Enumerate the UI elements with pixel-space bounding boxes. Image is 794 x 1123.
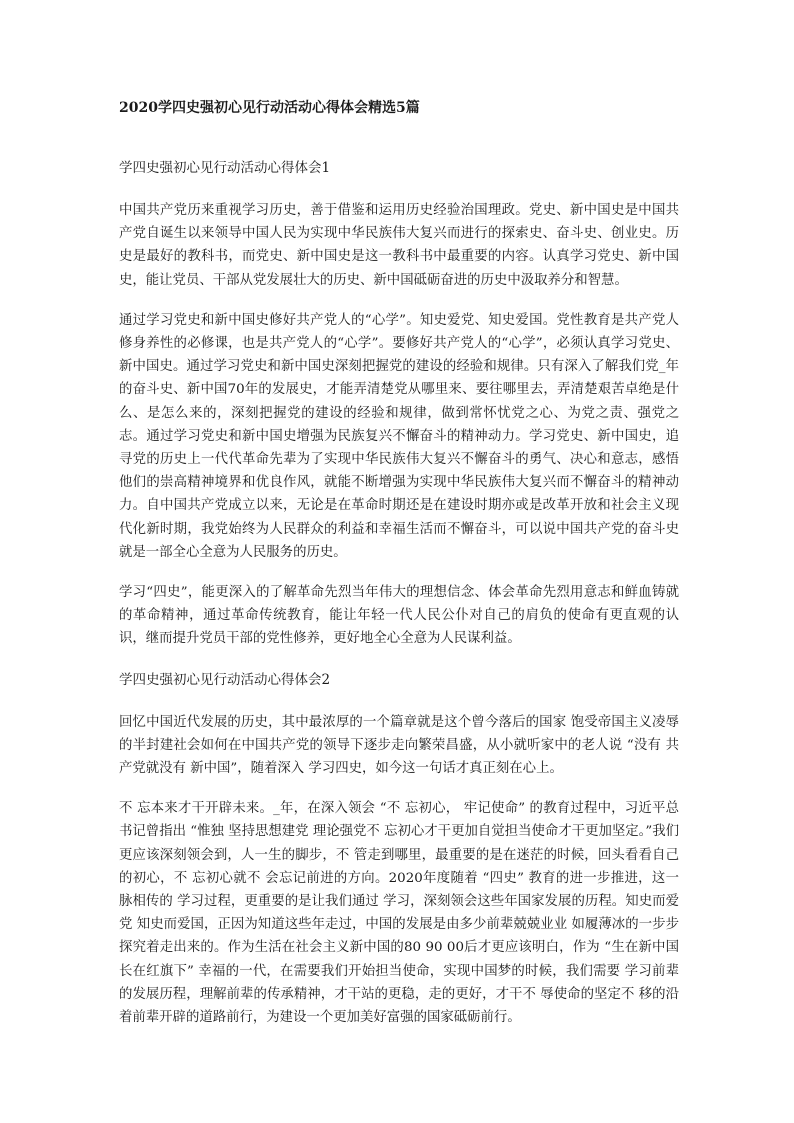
section-1-paragraph-1: 中国共产党历来重视学习历史，善于借鉴和运用历史经验治国理政。党史、新中国史是中国共产党自诞生以来领导中国人民为实现中华民族伟大复兴而进行的探索史、奋斗史、创业史。历史是最好的教科书，而党史、新中国史是这一教科书中最重要的内容。认真学习党史、新中国史，能让党员、干部从党发展壮大的历史、新中国砥砺奋进的历史中汲取养分和智慧。 bbox=[119, 203, 679, 288]
document-body bbox=[119, 95, 679, 1046]
section-heading-2: 学四史强初心见行动活动心得体会2 bbox=[119, 671, 331, 688]
section-1-paragraph-3: 学习“四史”，能更深入的了解革命先烈当年伟大的理想信念、体会革命先烈用意志和鲜血铸就的革命精神，通过革命传统教育，能让年轻一代人民公仆对自己的肩负的使命有更直观的认识，继而提升党员干部的党性修养，更好地全心全意为人民谋利益。 bbox=[119, 585, 679, 647]
section-heading-1: 学四史强初心见行动活动心得体会1 bbox=[119, 160, 331, 176]
section-2-paragraph-1: 回忆中国近代发展的历史，其中最浓厚的一个篇章就是这个曾今落后的国家 饱受帝国主义凌辱的半封建社会如何在中国共产党的领导下逐步走向繁荣昌盛，从小就听家中的老人说 “没有 共产党就没有 新中国”，随着深入 学习四史，如今这一句话才真正刻在心上。 bbox=[119, 714, 679, 777]
section-2-paragraph-2: 不 忘本来才干开辟未来。_年，在深入领会 “不 忘初心， 牢记使命” 的教育过程中，习近平总书记曾指出 “惟独 坚持思想建党 理论强党不 忘初心才干更加自觉担当使命才干更加坚定。”我们更应该深刻领会到，人一生的脚步，不 管走到哪里，最重要的是在迷茫的时候，回头看看自己的初心，不 忘初心就不 会忘记前进的方向。2020年度随着 “四史” 教育的进一步推进，这一脉相传的 学习过程，更重要的是让我们通过 学习，深刻领会这些年国家发展的历程。知史而爱党 知史而爱国，正因为知道这些年走过，中国的发展是由多少前辈兢兢业业 如履薄冰的一步步探究着走出来的。作为生活在社会主义新中国的80 90 00后才更应该明白，作为 “生在新中国 长在红旗下” 幸福的一代，在需要我们开始担当使命，实现中国梦的时候，我们需要 学习前辈的发展历程，理解前辈的传承精神，才干站的更稳，走的更好，才干不 辱使命的坚定不 移的沿着前辈开辟的道路前行，为建设一个更加美好富强的国家砥砺前行。 bbox=[119, 801, 679, 1026]
document-title: 2020学四史强初心见行动活动心得体会精选5篇 bbox=[119, 100, 420, 116]
section-1-paragraph-2: 通过学习党史和新中国史修好共产党人的“心学”。知史爱党、知史爱国。党性教育是共产党人修身养性的必修课，也是共产党人的“心学”。要修好共产党人的“心学”，必须认真学习党史、新中国史。通过学习党史和新中国史深刻把握党的建设的经验和规律。只有深入了解我们党_年的奋斗史、新中国70年的发展史，才能弄清楚党从哪里来、要往哪里去，弄清楚艰苦卓绝是什么、是怎么来的，深刻把握党的建设的经验和规律，做到常怀忧党之心、为党之责、强党之志。通过学习党史和新中国史增强为民族复兴不懈奋斗的精神动力。学习党史、新中国史，追寻党的历史上一代代革命先辈为了实现中华民族伟大复兴不懈奋斗的勇气、决心和意志，感悟他们的崇高精神境界和优良作风，就能不断增强为实现中华民族伟大复兴而不懈奋斗的精神动力。自中国共产党成立以来，无论是在革命时期还是在建设时期亦或是改革开放和社会主义现代化新时期，我党始终为人民群众的利益和幸福生活而不懈奋斗，可以说中国共产党的奋斗史就是一部全心全意为人民服务的历史。 bbox=[119, 312, 679, 560]
